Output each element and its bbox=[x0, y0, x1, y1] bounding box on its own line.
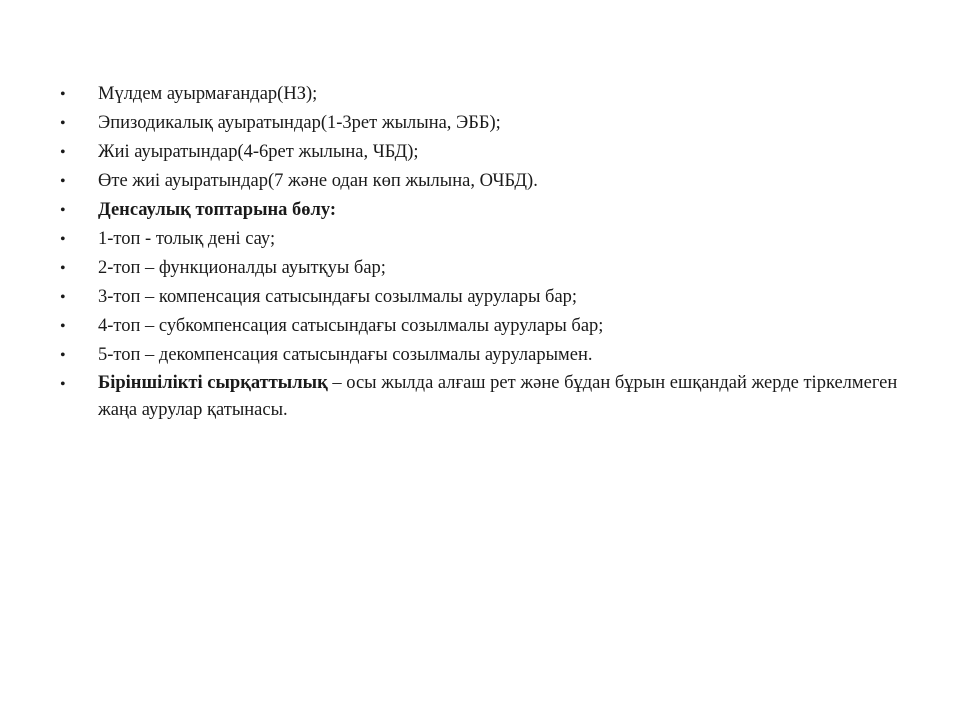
list-item-text: 5-топ – декомпенсация сатысындағы созылмалы ауруларымен. bbox=[98, 345, 593, 365]
list-item bbox=[60, 80, 920, 109]
bullet-icon: • bbox=[60, 173, 66, 190]
list-item-text: 1-топ - толық дені сау; bbox=[98, 229, 276, 249]
definition-text: – осы жылда алғаш рет және бұдан бұрын ешқандай жерде тіркелмеген жаңа аурулар қатынасы. bbox=[98, 373, 898, 420]
list-item-text: Эпизодикалық ауыратындар(1-3рет жылына, ЭББ); bbox=[98, 113, 501, 133]
list-item-text: Мүлдем ауырмағандар(НЗ); bbox=[98, 84, 318, 104]
list-item-definition bbox=[60, 370, 920, 424]
bullet-icon: • bbox=[60, 144, 66, 161]
list-item-heading bbox=[60, 196, 920, 225]
list-item bbox=[60, 283, 920, 312]
bullet-icon: • bbox=[60, 318, 66, 335]
list-item bbox=[60, 109, 920, 138]
bullet-icon: • bbox=[60, 260, 66, 277]
bullet-icon: • bbox=[60, 202, 66, 219]
bullet-icon: • bbox=[60, 115, 66, 132]
bullet-list bbox=[60, 80, 920, 424]
list-item bbox=[60, 341, 920, 370]
list-item-text: 3-топ – компенсация сатысындағы созылмалы аурулары бар; bbox=[98, 287, 578, 307]
list-item-text: 2-топ – функционалды ауытқуы бар; bbox=[98, 258, 386, 278]
list-item bbox=[60, 167, 920, 196]
bullet-icon: • bbox=[60, 86, 66, 103]
list-item bbox=[60, 254, 920, 283]
bullet-icon: • bbox=[60, 289, 66, 306]
definition-term: Біріншілікті сырқаттылық bbox=[98, 373, 328, 393]
list-item-text: Жиі ауыратындар(4-6рет жылына, ЧБД); bbox=[98, 142, 419, 162]
list-item bbox=[60, 312, 920, 341]
list-item-text: Өте жиі ауыратындар(7 және одан көп жылына, ОЧБД). bbox=[98, 171, 538, 191]
section-heading: Денсаулық топтарына бөлу: bbox=[98, 200, 337, 220]
list-item bbox=[60, 225, 920, 254]
bullet-icon: • bbox=[60, 231, 66, 248]
bullet-icon: • bbox=[60, 347, 66, 364]
list-item bbox=[60, 138, 920, 167]
list-item-text: 4-топ – субкомпенсация сатысындағы созылмалы аурулары бар; bbox=[98, 316, 604, 336]
bullet-icon: • bbox=[60, 376, 66, 393]
